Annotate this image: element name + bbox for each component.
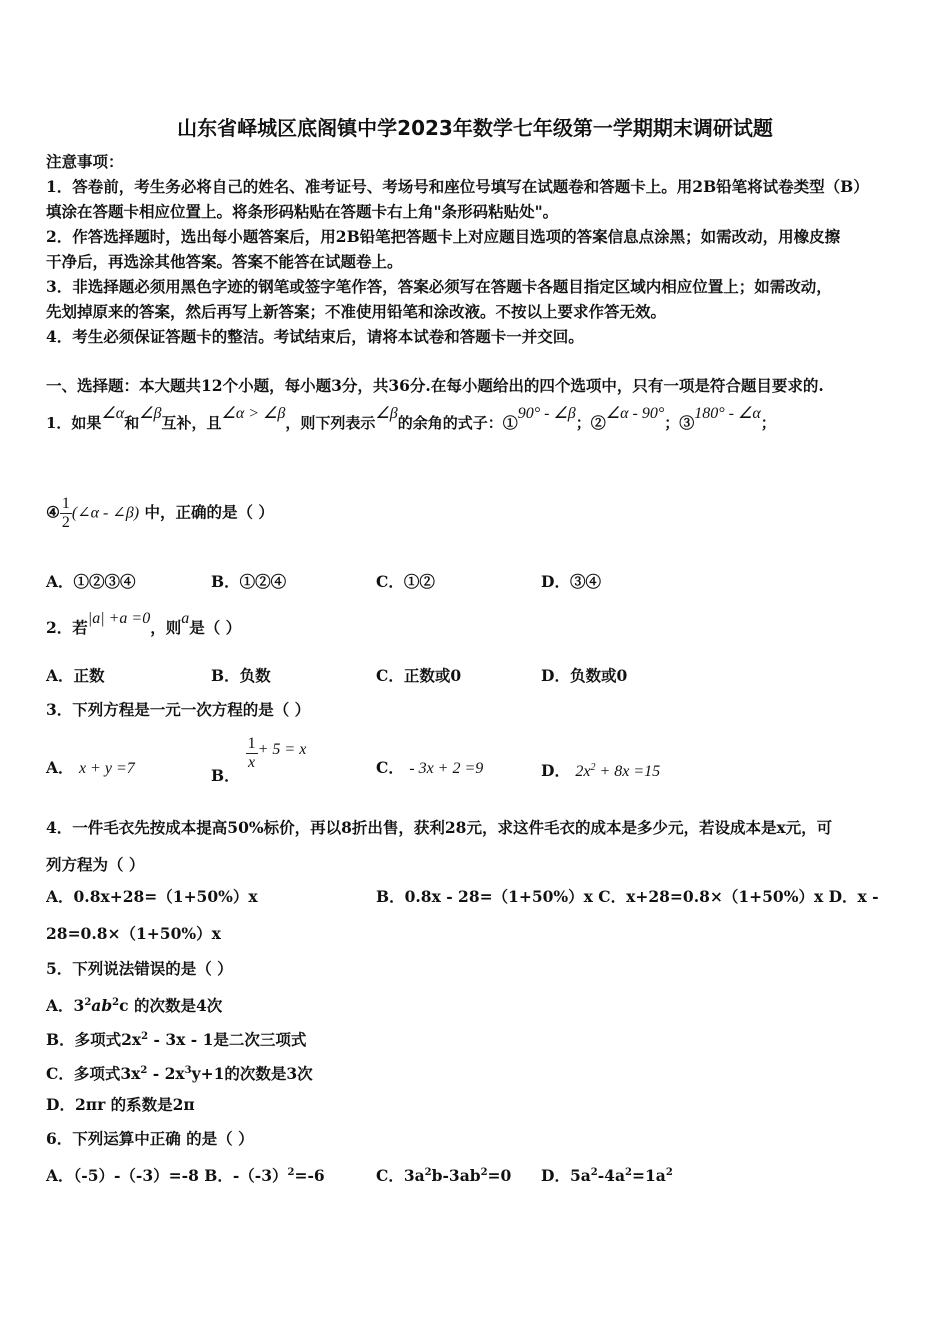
q6-option-d[interactable]: D．$5a^2-4a^2=1a^2$ — [541, 1166, 673, 1186]
q5-option-d[interactable]: D．2πr 的系数是2π — [46, 1095, 195, 1114]
question-4-stem-cont: 列方程为（ ） — [46, 855, 145, 874]
notice-line: 2．作答选择题时，选出每小题答案后，用2B铅笔把答题卡上对应题目选项的答案信息点涂黑；如需改动，用橡皮擦 — [46, 227, 841, 246]
section-heading: 一、选择题：本大题共12个小题，每小题3分，共36分.在每小题给出的四个选项中，只有一项是符合题目要求的. — [46, 376, 824, 395]
notice-line: 干净后，再选涂其他答案。答案不能答在试题卷上。 — [46, 252, 403, 271]
question-5-stem: 5．下列说法错误的是（ ） — [46, 959, 233, 978]
question-3-stem: 3．下列方程是一元一次方程的是（ ） — [46, 700, 311, 719]
q6-options-ab[interactable]: A．（-5）-（-3）=-8 B．$-(-3)^2=-6$ — [46, 1166, 325, 1186]
q2-option-d[interactable]: D．负数或0 — [541, 666, 628, 685]
question-1-stem-cont: ④ $\frac{1}{2}$ (∠α - ∠β) 中，正确的是（ ） — [46, 495, 274, 531]
notice-heading: 注意事项： — [46, 152, 124, 171]
fraction-half: $\frac{1}{2}$ — [61, 495, 70, 531]
question-6-stem: 6．下列运算中正确 的是（ ） — [46, 1129, 254, 1148]
q5-option-a[interactable]: A．$3^2ab^2c$ 的次数是4次 — [46, 996, 223, 1016]
q6-option-c[interactable]: C．$3a^2b-3ab^2=0$ — [376, 1166, 512, 1186]
question-4-stem: 4．一件毛衣先按成本提高50%标价，再以8折出售，获利28元，求这件毛衣的成本是多少元，若设成本是x元，可 — [46, 818, 833, 837]
q5-option-b[interactable]: B．多项式$2x^2 - 3x - 1$是二次三项式 — [46, 1030, 307, 1050]
notice-line: 1．答卷前，考生务必将自己的姓名、准考证号、考场号和座位号填写在试题卷和答题卡上。用2B铅笔将试卷类型（B） — [46, 177, 869, 196]
q2-option-c[interactable]: C．正数或0 — [376, 666, 462, 685]
q3-option-d[interactable]: D． $2x^2 + 8x =15$ — [541, 761, 661, 781]
notice-line: 3．非选择题必须用黑色字迹的钢笔或签字笔作答，答案必须写在答题卡各题目指定区域内相应位置上；如需改动， — [46, 277, 832, 296]
q2-option-a[interactable]: A．正数 — [46, 666, 105, 685]
q1-option-c[interactable]: C．①② — [376, 572, 435, 591]
q5-option-c[interactable]: C．多项式$3x^2 - 2x^3y+1$的次数是3次 — [46, 1064, 313, 1084]
question-2-stem: 2．若|a| +a =0，则a是（ ） — [46, 610, 242, 637]
q4-option-a[interactable]: A．0.8x+28=（1+50%）x — [46, 887, 258, 906]
question-1-stem: 1．如果∠α和∠β互补，且∠α > ∠β，则下列表示∠β的余角的式子：①90° - ∠β；②∠α - 90°；③180° - ∠α； — [46, 405, 776, 432]
q4-options-bcd[interactable]: B．0.8x - 28=（1+50%）x C．x+28=0.8×（1+50%）x D．x - — [376, 887, 879, 906]
q2-option-b[interactable]: B．负数 — [211, 666, 271, 685]
page-title: 山东省峄城区底阁镇中学2023年数学七年级第一学期期末调研试题 — [177, 116, 773, 140]
notice-line: 先划掉原来的答案，然后再写上新答案；不准使用铅笔和涂改液。不按以上要求作答无效。 — [46, 302, 667, 321]
q3-option-a[interactable]: A． x + y =7 — [46, 758, 135, 777]
q3-option-c[interactable]: C． - 3x + 2 =9 — [376, 758, 484, 777]
q4-option-d-cont: 28=0.8×（1+50%）x — [46, 924, 221, 943]
fraction-one-over-x: $\frac{1}{x}$ — [247, 735, 256, 771]
q1-option-d[interactable]: D．③④ — [541, 572, 601, 591]
q3-option-b[interactable]: B． $\frac{1}{x}$ + 5 = x — [211, 735, 307, 785]
notice-line: 4．考生必须保证答题卡的整洁。考试结束后，请将本试卷和答题卡一并交回。 — [46, 327, 584, 346]
q1-option-b[interactable]: B．①②④ — [211, 572, 287, 591]
q1-option-a[interactable]: A．①②③④ — [46, 572, 136, 591]
notice-line: 填涂在答题卡相应位置上。将条形码粘贴在答题卡右上角"条形码粘贴处"。 — [46, 202, 559, 221]
